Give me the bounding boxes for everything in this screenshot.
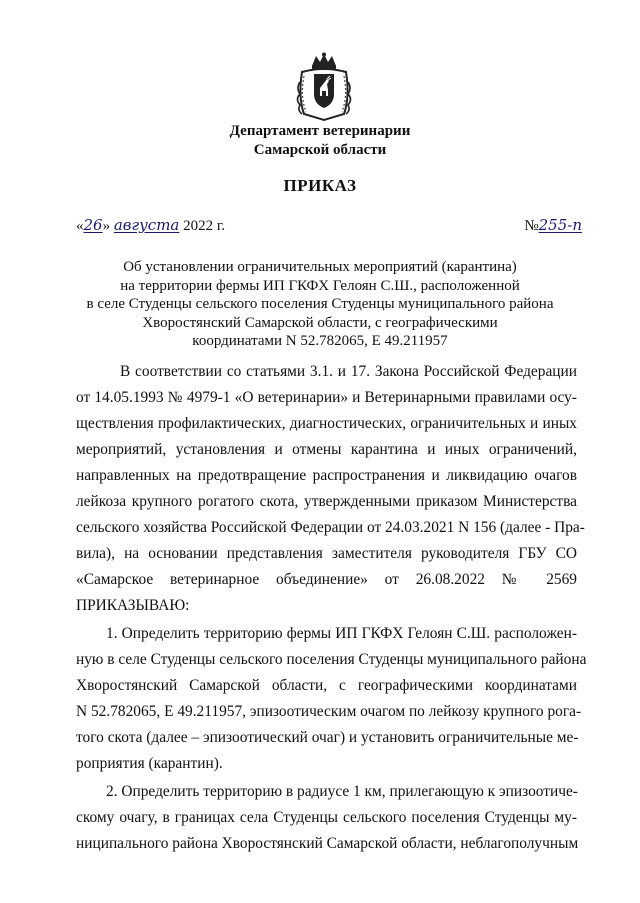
department-name-line2: Самарской области [253,142,387,158]
subject-line: в селе Студенцы сельского поселения Студенцы муниципального района [86,296,554,312]
body-line: Хворостянский Самарской области, с географическими координатами [76,677,577,694]
date-close-quote: » [102,218,111,234]
body-line: того скота (далее – эпизоотический очаг) и установить ограничительные ме- [76,729,579,746]
body-line: лейкоза крупного рогатого скота, утвержденными приказом Министерства [76,493,577,510]
subject-line: Об установлении ограничительных мероприятий (карантина) [123,259,517,275]
body-line: 2. Определить территорию в радиусе 1 км, прилегающую к эпизоотиче- [106,783,578,800]
body-line: «Самарское ветеринарное объединение» от 26.08.2022 № 2569 [76,571,577,588]
document-title: ПРИКАЗ [283,176,357,195]
order-number-prefix: № [524,218,539,234]
body-line: 1. Определить территорию фермы ИП ГКФХ Гелоян С.Ш. расположен- [106,625,577,642]
date-open-quote: « [76,218,84,234]
subject-line: на территории фермы ИП ГКФХ Гелоян С.Ш., расположенной [120,277,520,294]
subject-line: координатами N 52.782065, E 49.211957 [192,333,448,349]
body-line: от 14.05.1993 № 4979-1 «О ветеринарии» и Ветеринарными правилами осу- [76,389,577,406]
order-number-value: 255-п [538,216,582,234]
body-line: В соответствии со статьями 3.1. и 17. Закона Российской Федерации [120,363,577,380]
body-line: роприятия (карантин). [76,755,223,772]
order-subject [70,258,570,351]
samara-oblast-coat-of-arms-icon [294,52,354,122]
body-line: мероприятий, установления и отмены карантина и иных ограничений, [76,441,577,458]
body-line: вила), на основании представления заместителя руководителя ГБУ СО [76,545,577,562]
date-day: 26 [83,216,103,234]
subject-line: Хворостянский Самарской области, с географическими [142,314,498,331]
department-name-line1: Департамент ветеринарии [229,123,411,139]
date-year: 2022 г. [183,218,226,234]
body-line: сельского хозяйства Российской Федерации от 24.03.2021 N 156 (далее - Пра- [76,519,585,536]
body-line: ниципального района Хворостянский Самарской области, неблагополучным [76,835,579,852]
body-line: направленных на предотвращение распространения и ликвидацию очагов [76,467,577,484]
body-line: N 52.782065, E 49.211957, эпизоотическим очагом по лейкозу крупного рога- [76,703,582,720]
date-month: августа [113,216,180,234]
body-line: скому очагу, в границах села Студенцы сельского поселения Студенцы му- [76,809,577,826]
body-line: ществления профилактических, диагностических, ограничительных и иных [76,415,577,432]
order-date [76,216,225,235]
body-line: ную в селе Студенцы сельского поселения Студенцы муниципального района [76,651,587,668]
order-number [524,216,582,235]
body-line: ПРИКАЗЫВАЮ: [76,597,190,614]
